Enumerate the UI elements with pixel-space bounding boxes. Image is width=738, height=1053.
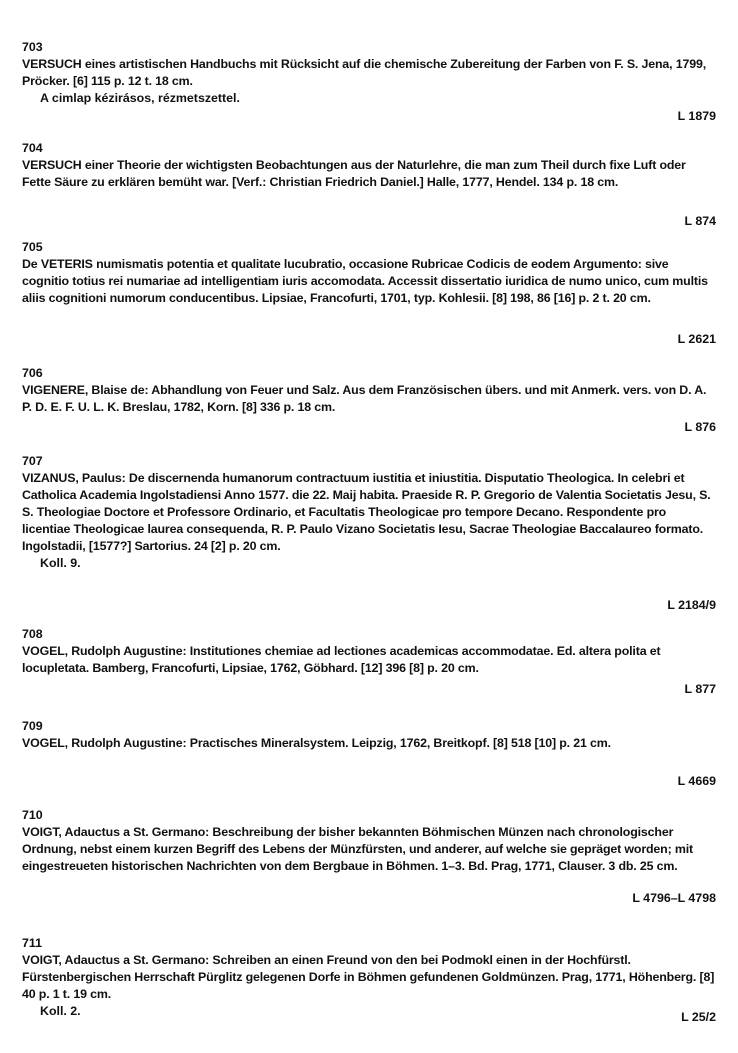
catalog-entry-703 [22,38,716,123]
shelfmark: L 1879 [677,109,716,123]
entry-description: VIGENERE, Blaise de: Abhandlung von Feuer und Salz. Aus dem Französischen übers. und mit Anmerk. vers. von D. A. P. D. E. F. U. L. K. Breslau, 1782, Korn. [8] 336 p. 18 cm. [22,383,707,414]
entry-number: 703 [22,40,43,54]
entry-number: 709 [22,719,43,733]
catalog-entry-704 [22,139,716,228]
entry-description: VOGEL, Rudolph Augustine: Institutiones chemiae ad lectiones academicas accommodatae. Ed. altera polita et locupletata. Bamberg, Francofurti, Lipsiae, 1762, Göbhard. [12] 396 [8] p. 20 cm. [22,644,661,675]
entry-number: 708 [22,627,43,641]
entry-description: VIZANUS, Paulus: De discernenda humanorum contractuum iustitia et iniustitia. Disputatio Theologica. In celebri et Catholica Academia Ingolstadiensi Anno 1577. die 22. Maij habita. Praeside R. P. Gregorio de Valentia Societatis Jesu, S. S. Theologiae Doctore et Professore Ordinario, et Facultatis Theologicae pro tempore Decano. Respondente pro licentiae Theologicae laurea consequenda, R. P. Paulo Vizano Societatis Iesu, Sacrae Theologiae Baccalaureo formato. Ingolstadii, [1577?] Sartorius. 24 [2] p. 20 cm. [22,471,711,553]
entry-description: VOIGT, Adauctus a St. Germano: Beschreibung der bisher bekannten Böhmischen Münzen nach chronologischer Ordnung, nebst einem kurzen Begriff des Lebens der Münzfürsten, und anderer, auf welche sie gepräget worden; mit eingestreueten historischen Nachrichten von dem Bergbaue in Böhmen. 1–3. Bd. Prag, 1771, Clauser. 3 db. 25 cm. [22,825,693,873]
entry-description: VOIGT, Adauctus a St. Germano: Schreiben an einen Freund von den bei Podmokl einen in der Hochfürstl. Fürstenbergischen Herrschaft Pürglitz gelegenen Dorfe in Böhmen gefundenen Goldmünzen. Prag, 1771, Höhenberg. [8] 40 p. 1 t. 19 cm. [22,953,715,1001]
catalog-entry-709 [22,717,716,788]
shelfmark: L 874 [684,214,716,228]
entry-number: 704 [22,141,43,155]
entry-description: VERSUCH eines artistischen Handbuchs mit Rücksicht auf die chemische Zubereitung der Farben von F. S. Jena, 1799, Pröcker. [6] 115 p. 12 t. 18 cm. [22,57,707,88]
entry-number: 707 [22,454,43,468]
catalog-entry-706 [22,364,716,434]
entry-number: 710 [22,808,43,822]
entry-note: A cimlap kézirásos, rézmetszettel. [40,91,240,105]
catalog-entry-707 [22,452,716,612]
entry-number: 706 [22,366,43,380]
catalog-entry-708 [22,625,716,696]
entry-description: VOGEL, Rudolph Augustine: Practisches Mineralsystem. Leipzig, 1762, Breitkopf. [8] 518 [10] p. 21 cm. [22,736,611,750]
entry-note: Koll. 9. [40,556,81,570]
catalog-entry-710 [22,806,716,905]
entry-note: Koll. 2. [40,1004,81,1018]
shelfmark: L 877 [684,682,716,696]
shelfmark: L 4669 [677,774,716,788]
catalog-entry-705 [22,238,716,346]
shelfmark: L 2184/9 [667,598,716,612]
catalog-entry-711 [22,934,716,1024]
shelfmark: L 876 [684,420,716,434]
entry-description: VERSUCH einer Theorie der wichtigsten Beobachtungen aus der Naturlehre, die man zum Theil durch fixe Luft oder Fette Säure zu erklären bemüht war. [Verf.: Christian Friedrich Daniel.] Halle, 1777, Hendel. 134 p. 18 cm. [22,158,686,189]
entry-number: 705 [22,240,43,254]
shelfmark: L 4796–L 4798 [632,891,716,905]
entry-number: 711 [22,936,42,950]
shelfmark: L 2621 [677,332,716,346]
entry-description: De VETERIS numismatis potentia et qualitate lucubratio, occasione Rubricae Codicis de eodem Argumento: sive cognitio totius rei numariae ad intelligentiam iuris accomodata. Accessit dissertatio iuridica de numo unico, cum multis aliis cognitioni numorum conducentibus. Lipsiae, Francofurti, 1701, typ. Kohlesii. [8] 198, 86 [16] p. 2 t. 20 cm. [22,257,708,305]
shelfmark: L 25/2 [681,1010,716,1024]
